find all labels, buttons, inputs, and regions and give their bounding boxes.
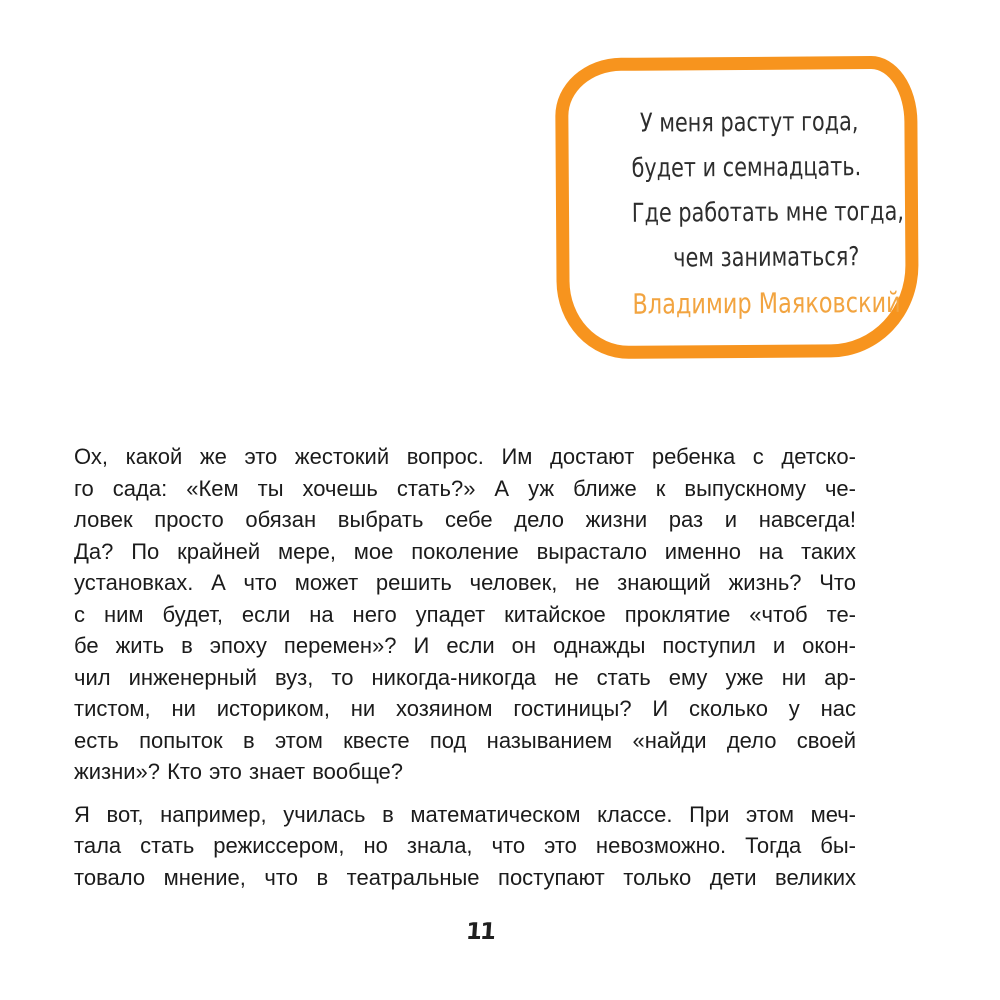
body-line: тистом, ни историком, ни хозяином гостиницы? И сколько у нас	[74, 696, 856, 721]
body-line: ловек просто обязан выбрать себе дело жизни раз и навсегда!	[74, 507, 856, 532]
body-line: жизни»? Кто это знает вообще?	[74, 759, 404, 784]
quote-attribution: Владимир Маяковский	[632, 285, 901, 321]
paragraph-2	[74, 799, 856, 894]
quote-line: Где работать мне тогда,	[631, 196, 904, 229]
body-line: бе жить в эпоху перемен»? И если он однажды поступил и окон-	[74, 633, 856, 658]
body-line: с ним будет, если на него упадет китайское проклятие «чтоб те-	[74, 601, 856, 627]
body-line: Ох, какой же это жестокий вопрос. Им достают ребенка с детско-	[74, 444, 856, 469]
body-line: есть попыток в этом квесте под называнием «найди дело своей	[74, 727, 856, 753]
body-line: тала стать режиссером, но знала, что это невозможно. Тогда бы-	[74, 833, 856, 858]
paragraph-1	[74, 441, 856, 788]
body-line: установках. А что может решить человек, не знающий жизнь? Что	[74, 570, 856, 595]
quote-line: чем заниматься?	[673, 242, 860, 274]
page-number: 11	[465, 919, 495, 945]
body-line: товало мнение, что в театральные поступают только дети великих	[74, 864, 856, 890]
body-line: Да? По крайней мере, мое поколение вырастало именно на таких	[74, 538, 856, 564]
quote-line: У меня растут года,	[639, 107, 859, 139]
body-line: чил инженерный вуз, то никогда-никогда не стать ему уже ни ар-	[74, 664, 856, 690]
body-line: го сада: «Кем ты хочешь стать?» А уж ближе к выпускному че-	[74, 475, 856, 501]
body-text	[74, 441, 856, 893]
quote-lines	[574, 100, 904, 282]
body-line: Я вот, например, училась в математическом классе. При этом меч-	[74, 801, 856, 827]
quote-line: будет и семнадцать.	[631, 152, 862, 184]
quote-box	[555, 56, 919, 360]
